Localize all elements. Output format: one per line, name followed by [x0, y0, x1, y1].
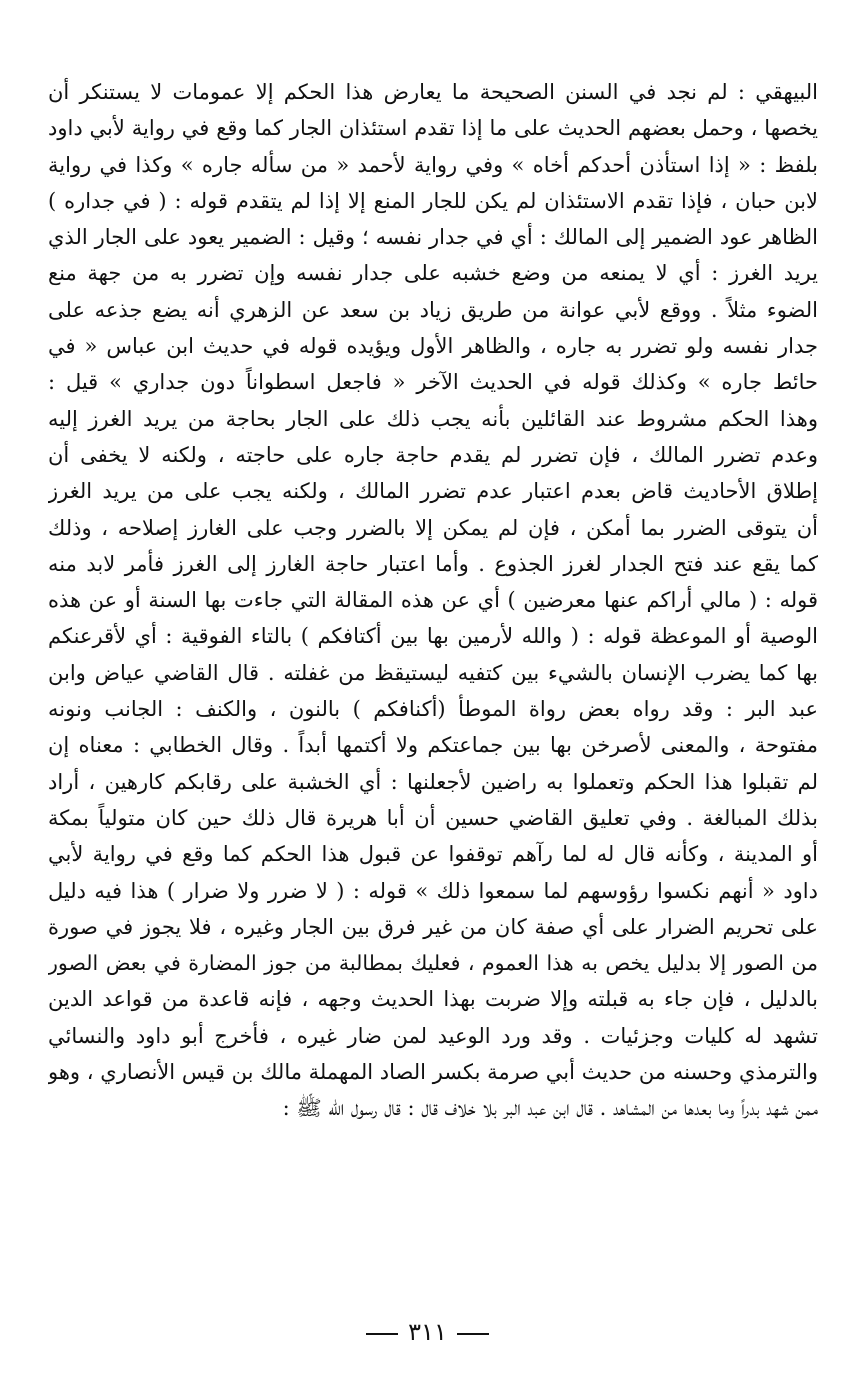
text-line: من الصور إلا بدليل يخص به هذا العموم ، فعليك بمطالبة من جوز المضارة في بعض الصور: [48, 951, 818, 976]
text-line: وعدم تضرر المالك ، فإن تضرر لم يقدم حاجة جاره على حاجته ، ولكنه لا يخفى أن: [48, 442, 818, 467]
text-line: وهذا الحكم مشروط عند القائلين بأنه يجب ذلك على الجار بحاجة من يريد الغرز إليه: [48, 406, 818, 431]
text-line: الوصية أو الموعظة قوله : ( والله لأرمين بها بين أكتافكم ) بالتاء الفوقية : أي لأقرعنكم: [48, 624, 818, 649]
text-line: بذلك المبالغة . وفي تعليق القاضي حسين أن أبا هريرة قال ذلك حين كان متولياً بمكة: [48, 805, 818, 830]
text-line: الضوء مثلاً . ووقع لأبي عوانة من طريق زياد بن سعد عن الزهري أنه يضع جذعه على: [48, 297, 818, 322]
text-line: بلفظ : « إذا استأذن أحدكم أخاه » وفي رواية لأحمد « من سأله جاره » وكذا في رواية: [48, 152, 818, 177]
text-line: حائط جاره » وكذلك قوله في الحديث الآخر « فاجعل اسطواناً دون جداري » قيل :: [48, 370, 818, 395]
text-line: عبد البر : وقد رواه بعض رواة الموطأ (أكنافكم ) بالنون ، والكنف : الجانب ونونه: [48, 697, 818, 722]
text-line: كما يقع عند فتح الجدار لغرز الجذوع . وأما اعتبار حاجة الغارز إلى الغرز فأمر لابد منه: [48, 551, 818, 576]
text-line: بالدليل ، فإن جاء به قبلته وإلا ضربت بهذا الحديث وجهه ، فإنه قاعدة من قواعد الدين: [48, 987, 818, 1012]
text-line: على تحريم الضرار على أي صفة كان من غير فرق بين الجار وغيره ، فلا يجوز في صورة: [48, 914, 818, 939]
text-line: بها كما يضرب الإنسان بالشيء بين كتفيه ليستيقظ من غفلته . قال القاضي عياض وابن: [48, 660, 818, 685]
page-number-dash-right: [457, 1333, 489, 1335]
text-line: إطلاق الأحاديث قاض بعدم اعتبار عدم تضرر المالك ، ولكنه يجب على من يريد الغرز: [48, 479, 818, 504]
body-text: [48, 74, 818, 1127]
text-line: والترمذي وحسنه من حديث أبي صرمة بكسر الصاد المهملة مالك بن قيس الأنصاري ، وهو: [48, 1060, 818, 1085]
text-line: أو المدينة ، وكأنه قال له لما رآهم توقفوا عن قبول هذا الحكم كما وقع في رواية لأبي: [48, 842, 818, 867]
text-line: الظاهر عود الضمير إلى المالك : أي في جدار نفسه ؛ وقيل : الضمير يعود على الجار الذي: [48, 225, 818, 250]
text-line: مفتوحة ، والمعنى لأصرخن بها بين جماعتكم ولا أكتمها أبداً . وقال الخطابي : معناه إن: [48, 733, 818, 758]
text-line: البيهقي : لم نجد في السنن الصحيحة ما يعارض هذا الحكم إلا عمومات لا يستنكر أن: [48, 80, 818, 104]
text-line: يريد الغرز : أي لا يمنعه من وضع خشبه على جدار نفسه وإن تضرر به من جهة منع: [48, 261, 818, 286]
text-line: لم تقبلوا هذا الحكم وتعملوا به راضين لأجعلنها : أي الخشبة على رقابكم كارهين ، أراد: [48, 769, 818, 794]
text-line: جدار نفسه ولو تضرر به جاره ، والظاهر الأول ويؤيده قوله في حديث ابن عباس « في: [48, 334, 818, 359]
page-number-footer: [0, 1318, 855, 1346]
text-line: قوله : ( مالي أراكم عنها معرضين ) أي عن هذه المقالة التي جاءت بها السنة أو عن هذه: [48, 588, 818, 613]
page-number-dash-left: [366, 1333, 398, 1335]
text-line: تشهد له كليات وجزئيات . وقد ورد الوعيد لمن ضار غيره ، فأخرج أبو داود والنسائي: [48, 1023, 818, 1048]
text-line: لابن حبان ، فإذا تقدم الاستئذان لم يكن للجار المنع إلا إذا لم يتقدم قوله : ( في جداره ): [48, 188, 818, 213]
text-line: أن يتوقى الضرر بما أمكن ، فإن لم يمكن إلا بالضرر وجب على الغارز إصلاحه ، وذلك: [48, 515, 818, 540]
text-line: يخصها ، وحمل بعضهم الحديث على ما إذا تقدم استئذان الجار كما وقع في رواية لأبي داود: [48, 116, 818, 141]
text-line: داود « أنهم نكسوا رؤوسهم لما سمعوا ذلك » قوله : ( لا ضرر ولا ضرار ) هذا فيه دليل: [48, 878, 818, 903]
text-line: ممن شهد بدراً وما بعدها من المشاهد . قال ابن عبد البر بلا خلاف قال : قال رسول الله ﷺ :: [282, 1096, 818, 1121]
page-number: ٣١١: [408, 1318, 447, 1346]
